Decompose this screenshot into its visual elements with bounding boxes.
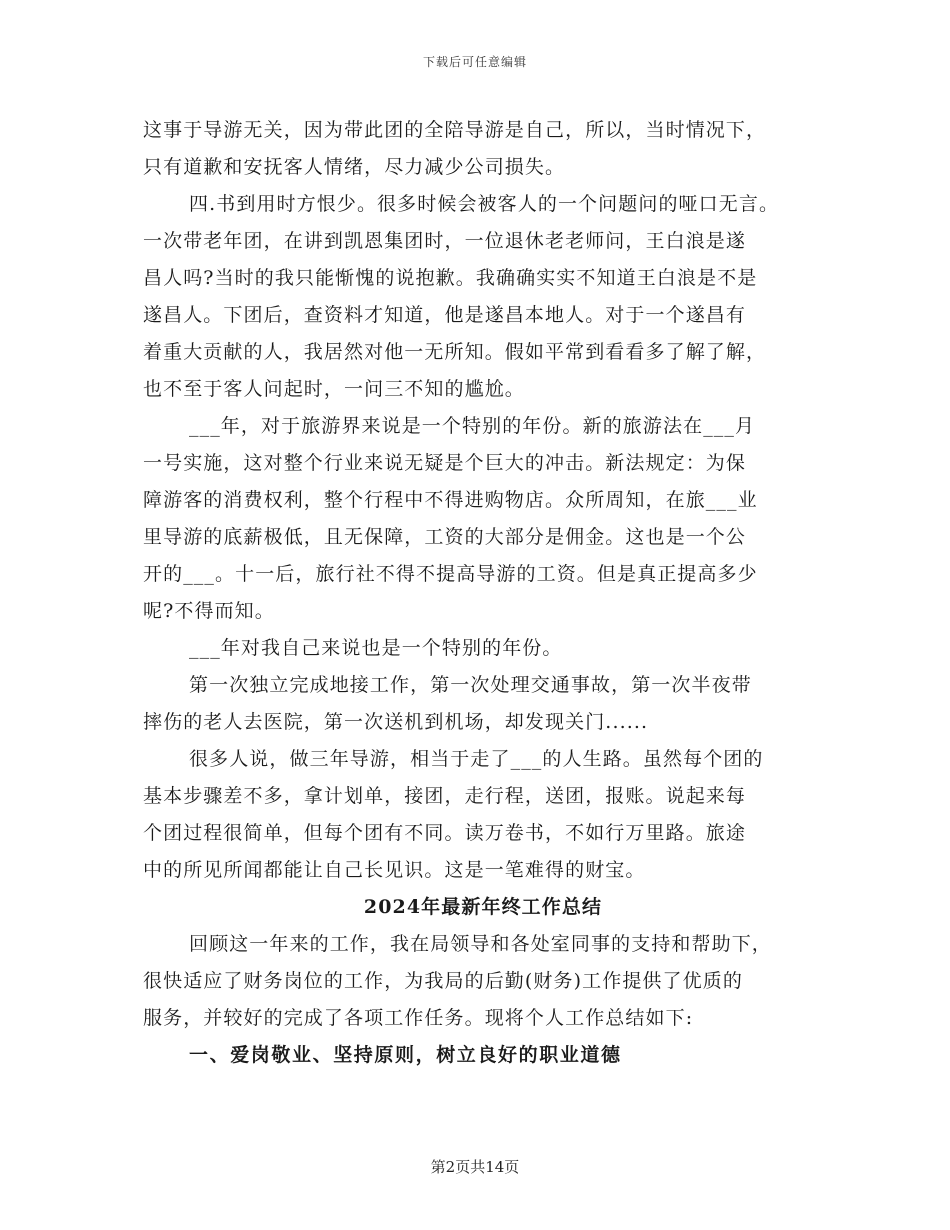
- document-body: [143, 112, 823, 1074]
- body-line: 这事于导游无关，因为带此团的全陪导游是自己，所以，当时情况下，: [143, 119, 767, 141]
- body-line: 里导游的底薪极低，且无保障，工资的大部分是佣金。这也是一个公: [143, 526, 747, 548]
- body-line: 很快适应了财务岗位的工作，为我局的后勤(财务)工作提供了优质的: [143, 970, 743, 992]
- body-line: 回顾这一年来的工作，我在局领导和各处室同事的支持和帮助下，: [189, 933, 772, 955]
- body-line: 摔伤的老人去医院，第一次送机到机场，却发现关门......: [143, 711, 649, 733]
- body-line: 只有道歉和安抚客人情绪，尽力减少公司损失。: [143, 156, 566, 178]
- body-line: ___年对我自己来说也是一个特别的年份。: [189, 637, 563, 659]
- header-note: 下载后可任意编辑: [422, 55, 527, 69]
- page-number: 第2页共14页: [430, 1158, 520, 1176]
- body-line: 基本步骤差不多，拿计划单，接团，走行程，送团，报账。说起来每: [143, 785, 747, 807]
- section-heading: 一、爱岗敬业、坚持原则，树立良好的职业道德: [189, 1044, 622, 1066]
- body-line: 遂昌人。下团后，查资料才知道，他是遂昌本地人。对于一个遂昌有: [143, 304, 747, 326]
- body-line: ___年，对于旅游界来说是一个特别的年份。新的旅游法在___月: [189, 415, 756, 437]
- body-line: 障游客的消费权利，整个行程中不得进购物店。众所周知，在旅___业: [143, 489, 758, 511]
- body-line: 着重大贡献的人，我居然对他一无所知。假如平常到看看多了解了解，: [143, 341, 767, 363]
- body-line: 四.书到用时方恨少。很多时候会被客人的一个问题问的哑口无言。: [189, 193, 780, 215]
- body-line: 服务，并较好的完成了各项工作任务。现将个人工作总结如下:: [143, 1007, 694, 1029]
- body-line: 也不至于客人问起时，一问三不知的尴尬。: [143, 378, 525, 400]
- body-line: 一号实施，这对整个行业来说无疑是个巨大的冲击。新法规定：为保: [143, 452, 747, 474]
- body-line: 很多人说，做三年导游，相当于走了___的人生路。虽然每个团的: [189, 748, 764, 770]
- section-title: 2024年最新年终工作总结: [363, 896, 603, 918]
- body-line: 中的所见所闻都能让自己长见识。这是一笔难得的财宝。: [143, 859, 646, 881]
- body-line: 呢?不得而知。: [143, 600, 275, 622]
- body-line: 一次带老年团，在讲到凯恩集团时，一位退休老老师问，王白浪是遂: [143, 230, 747, 252]
- body-line: 昌人吗?当时的我只能惭愧的说抱歉。我确确实实不知道王白浪是不是: [143, 267, 758, 289]
- body-line: 开的___。十一后，旅行社不得不提高导游的工资。但是真正提高多少: [143, 563, 758, 585]
- body-line: 个团过程很简单，但每个团有不同。读万卷书，不如行万里路。旅途: [143, 822, 747, 844]
- body-line: 第一次独立完成地接工作，第一次处理交通事故，第一次半夜带: [189, 674, 752, 696]
